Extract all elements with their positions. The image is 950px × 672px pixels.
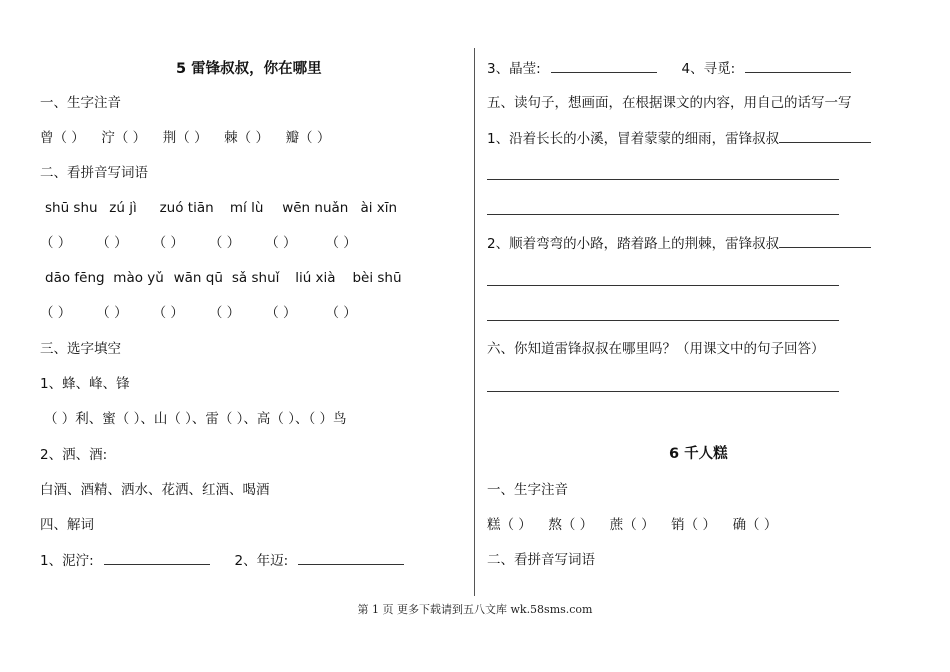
section-3-word-list: 白酒、酒精、洒水、花洒、红酒、喝酒: [40, 482, 270, 498]
pinyin-row-2: [45, 269, 408, 287]
char-item: 棘（ ）: [224, 130, 269, 146]
answer-blank[interactable]: （ ）: [40, 305, 72, 321]
definition-row: [40, 551, 404, 570]
pinyin-item: wān qū: [173, 270, 223, 286]
answer-line[interactable]: [779, 129, 871, 143]
answer-line[interactable]: [779, 234, 871, 248]
char-annotation-row: [40, 129, 330, 147]
pinyin-item: ài xīn: [360, 200, 398, 216]
section-6-heading: 六、你知道雷锋叔叔在哪里吗？（用课文中的句子回答）: [487, 341, 825, 357]
section-5-question-2: [487, 234, 871, 253]
question-text: 1、沿着长长的小溪，冒着蒙蒙的细雨，雷锋叔叔: [487, 131, 780, 147]
lesson-5-title: 5 雷锋叔叔，你在哪里: [176, 61, 322, 77]
definition-row: [487, 59, 851, 78]
char-item: 糕（ ）: [487, 517, 532, 533]
pinyin-item: mí lù: [229, 200, 264, 216]
section-2-heading: 二、看拼音写词语: [40, 165, 148, 181]
lesson-6-section-2-heading: 二、看拼音写词语: [487, 552, 595, 568]
pinyin-row-1: [45, 199, 410, 217]
pinyin-item: mào yǔ: [113, 270, 164, 286]
definition-blank[interactable]: [104, 551, 210, 565]
answer-line[interactable]: [487, 201, 839, 215]
definition-label: 4、寻觅:: [681, 61, 736, 77]
answer-line[interactable]: [487, 272, 839, 286]
answer-blank[interactable]: （ ）: [325, 235, 357, 251]
char-item: 确（ ）: [732, 517, 778, 533]
answer-blank[interactable]: （ ）: [40, 235, 72, 251]
pinyin-item: liú xià: [295, 270, 336, 286]
paren-row-1: [40, 234, 377, 252]
answer-blank[interactable]: （ ）: [96, 235, 128, 251]
pinyin-item: sǎ shuǐ: [231, 270, 280, 286]
pinyin-item: bèi shū: [352, 270, 402, 286]
section-5-heading: 五、读句子，想画面，在根据课文的内容，用自己的话写一写: [487, 95, 852, 111]
definition-blank[interactable]: [745, 59, 851, 73]
definition-label: 1、泥泞:: [40, 553, 94, 569]
section-5-question-1: [487, 129, 871, 148]
column-divider: [474, 48, 475, 596]
definition-label: 2、年迈:: [234, 553, 289, 569]
answer-blank[interactable]: （ ）: [265, 235, 297, 251]
section-4-heading: 四、解词: [40, 517, 94, 533]
answer-line[interactable]: [487, 307, 839, 321]
section-3-question-2: 2、洒、酒:: [40, 447, 108, 463]
char-item: 蔗（ ）: [609, 517, 655, 533]
section-3-question-1: 1、蜂、峰、锋: [40, 376, 130, 392]
answer-blank[interactable]: （ ）: [96, 305, 128, 321]
page-footer: 第 1 页 更多下载请到五八文库 wk.58sms.com: [357, 603, 593, 616]
answer-blank[interactable]: （ ）: [208, 305, 241, 321]
section-3-heading: 三、选字填空: [40, 341, 121, 357]
answer-blank[interactable]: （ ）: [152, 305, 184, 321]
char-item: 曾（ ）: [40, 130, 85, 146]
answer-blank[interactable]: （ ）: [152, 235, 184, 251]
char-annotation-row: [487, 516, 777, 534]
section-3-fill-row: （ ）利、蜜（ ）、山（ ）、雷（ ）、高（ ）、（ ）鸟: [44, 411, 347, 427]
lesson-6-section-1-heading: 一、生字注音: [487, 482, 568, 498]
pinyin-item: shū shu: [45, 200, 98, 216]
paren-row-2: [40, 304, 377, 322]
definition-blank[interactable]: [298, 551, 404, 565]
section-1-heading: 一、生字注音: [40, 95, 121, 111]
lesson-6-title: 6 千人糕: [669, 446, 728, 462]
answer-blank[interactable]: （ ）: [325, 305, 357, 321]
answer-blank[interactable]: （ ）: [208, 235, 241, 251]
char-item: 熬（ ）: [548, 517, 594, 533]
answer-line[interactable]: [487, 378, 839, 392]
char-item: 销（ ）: [671, 517, 716, 533]
definition-blank[interactable]: [551, 59, 657, 73]
char-item: 荆（ ）: [162, 130, 208, 146]
question-text: 2、顺着弯弯的小路，踏着路上的荆棘，雷锋叔叔: [487, 236, 780, 252]
pinyin-item: wēn nuǎn: [282, 200, 349, 216]
char-item: 泞（ ）: [101, 130, 147, 146]
pinyin-item: dāo fēng: [45, 270, 105, 286]
answer-line[interactable]: [487, 166, 839, 180]
pinyin-item: zú jì: [109, 200, 137, 216]
answer-blank[interactable]: （ ）: [265, 305, 297, 321]
char-item: 瓣（ ）: [285, 130, 331, 146]
pinyin-item: zuó tiān: [159, 200, 214, 216]
definition-label: 3、晶莹:: [487, 61, 541, 77]
